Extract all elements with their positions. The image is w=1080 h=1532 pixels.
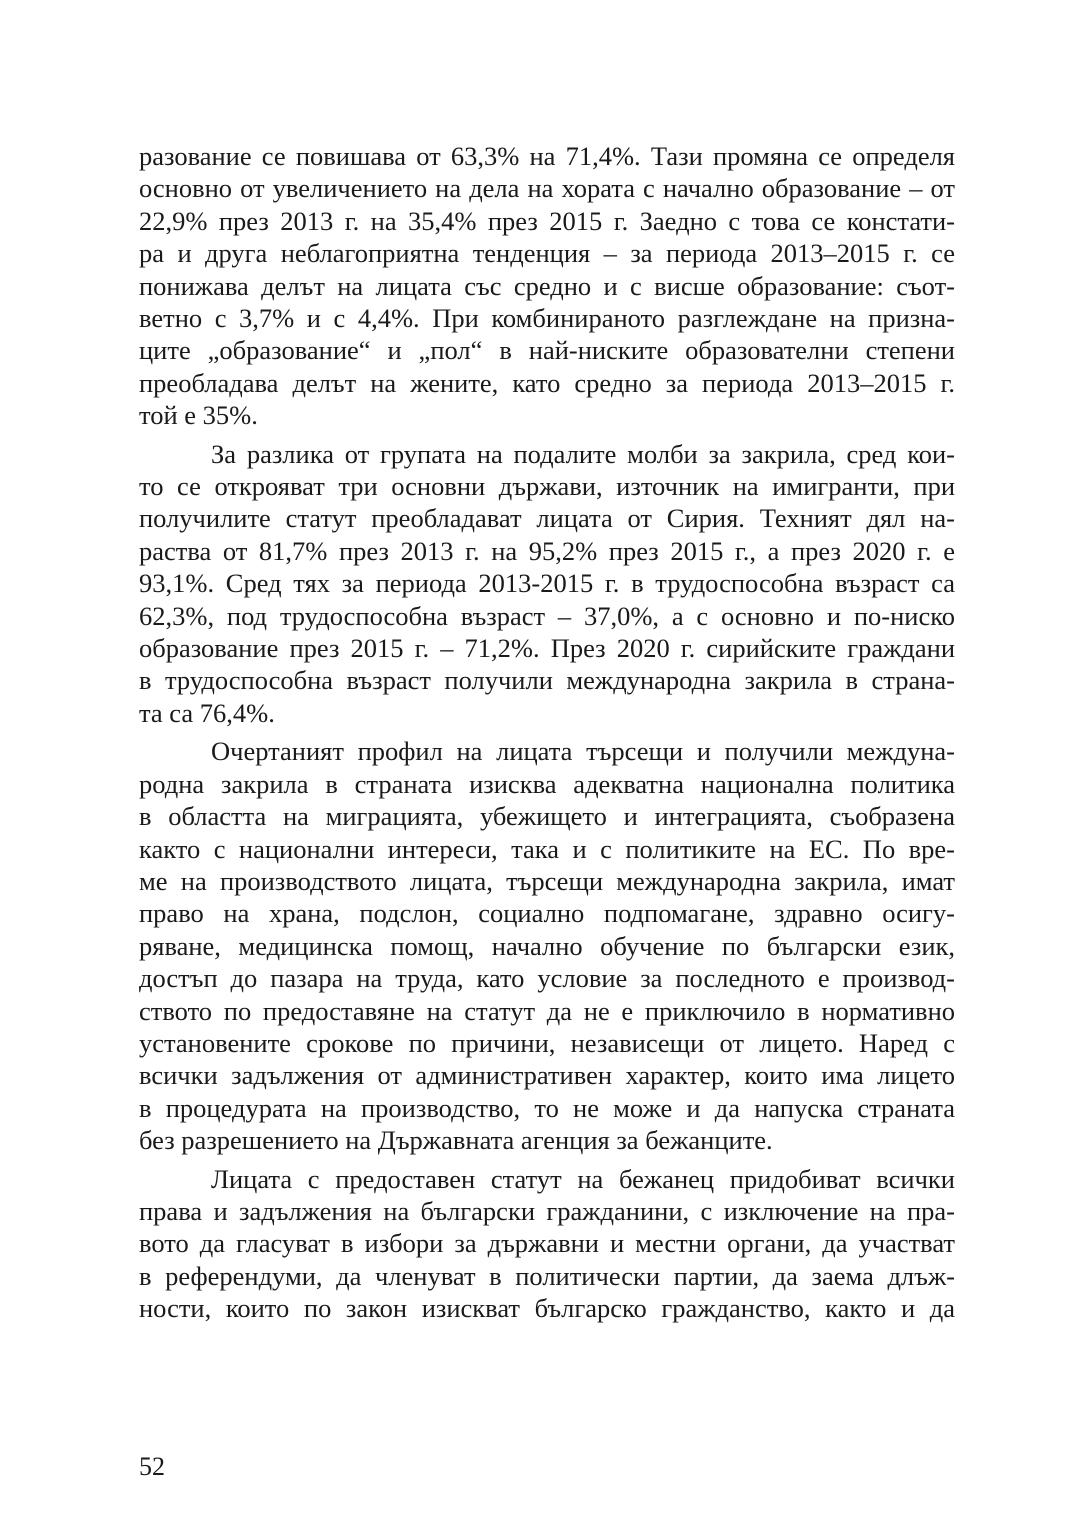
text-line: основно от увеличението на дела на хората с начално образование – от bbox=[139, 173, 955, 204]
text-line: както с национални интереси, така и с политиките на ЕС. По вре- bbox=[139, 833, 955, 864]
text-line: установените срокове по причини, независещи от лицето. Наред с bbox=[139, 1027, 955, 1058]
text-line: ности, които по закон изискват българско гражданство, както и да bbox=[139, 1293, 955, 1324]
paragraph-1 bbox=[139, 140, 955, 432]
paragraph-2 bbox=[139, 438, 955, 730]
paragraph-4 bbox=[139, 1163, 955, 1325]
text-line: ме на производството лицата, търсещи международна закрила, имат bbox=[139, 865, 955, 896]
text-line: та са 76,4%. bbox=[139, 697, 275, 728]
text-line: ството по предоставяне на статут да не е приключило в нормативно bbox=[139, 995, 955, 1026]
text-line: 22,9% през 2013 г. на 35,4% през 2015 г. Заедно с това се констати- bbox=[139, 205, 955, 236]
text-line: ветно с 3,7% и с 4,4%. При комбинираното разглеждане на призна- bbox=[139, 302, 955, 333]
text-line: Очертаният профил на лицата търсещи и получили междуна- bbox=[211, 736, 955, 767]
text-line: За разлика от групата на подалите молби за закрила, сред кои- bbox=[211, 438, 955, 469]
text-line: родна закрила в страната изисква адекватна национална политика bbox=[139, 768, 955, 799]
text-line: вото да гласуват в избори за държавни и местни органи, да участват bbox=[139, 1228, 955, 1259]
paragraph-3 bbox=[139, 735, 955, 1156]
page-body bbox=[139, 140, 955, 1331]
page-number: 52 bbox=[139, 1452, 165, 1481]
text-line: образование през 2015 г. – 71,2%. През 2020 г. сирийските граждани bbox=[139, 633, 955, 664]
text-line: разование се повишава от 63,3% на 71,4%. Тази промяна се определя bbox=[139, 141, 955, 171]
text-line: достъп до пазара на труда, като условие за последното е производ- bbox=[139, 963, 955, 994]
text-line: без разрешението на Държавната агенция за бежанците. bbox=[139, 1125, 773, 1156]
text-line: раства от 81,7% през 2013 г. на 95,2% през 2015 г., а през 2020 г. е bbox=[139, 535, 955, 566]
text-line: в процедурата на производство, то не може и да напуска страната bbox=[139, 1092, 955, 1123]
text-line: 93,1%. Сред тях за периода 2013-2015 г. в трудоспособна възраст са bbox=[139, 568, 955, 599]
text-line: ците „образование“ и „пол“ в най-ниските образователни степени bbox=[139, 335, 955, 366]
text-line: ряване, медицинска помощ, начално обучение по български език, bbox=[139, 930, 955, 961]
text-line: той е 35%. bbox=[139, 400, 258, 431]
text-line: 62,3%, под трудоспособна възраст – 37,0%, а с основно и по-ниско bbox=[139, 600, 955, 631]
text-line: преобладава делът на жените, като средно за периода 2013–2015 г. bbox=[139, 367, 955, 398]
text-line: ра и друга неблагоприятна тенденция – за периода 2013–2015 г. се bbox=[139, 238, 955, 269]
text-line: право на храна, подслон, социално подпомагане, здравно осигу- bbox=[139, 898, 955, 929]
text-line: права и задължения на български гражданини, с изключение на пра- bbox=[139, 1196, 955, 1227]
text-line: всички задължения от административен характер, които има лицето bbox=[139, 1060, 955, 1091]
text-line: в референдуми, да членуват в политически партии, да заема длъж- bbox=[139, 1260, 955, 1291]
text-line: получилите статут преобладават лицата от Сирия. Техният дял на- bbox=[139, 503, 955, 534]
text-line: то се открояват три основни държави, източник на имигранти, при bbox=[139, 471, 955, 502]
text-line: в трудоспособна възраст получили международна закрила в страна- bbox=[139, 665, 955, 696]
text-line: в областта на миграцията, убежището и интеграцията, съобразена bbox=[139, 801, 955, 832]
text-line: понижава делът на лицата със средно и с висше образование: съот- bbox=[139, 270, 955, 301]
text-line: Лицата с предоставен статут на бежанец придобиват всички bbox=[211, 1163, 955, 1194]
